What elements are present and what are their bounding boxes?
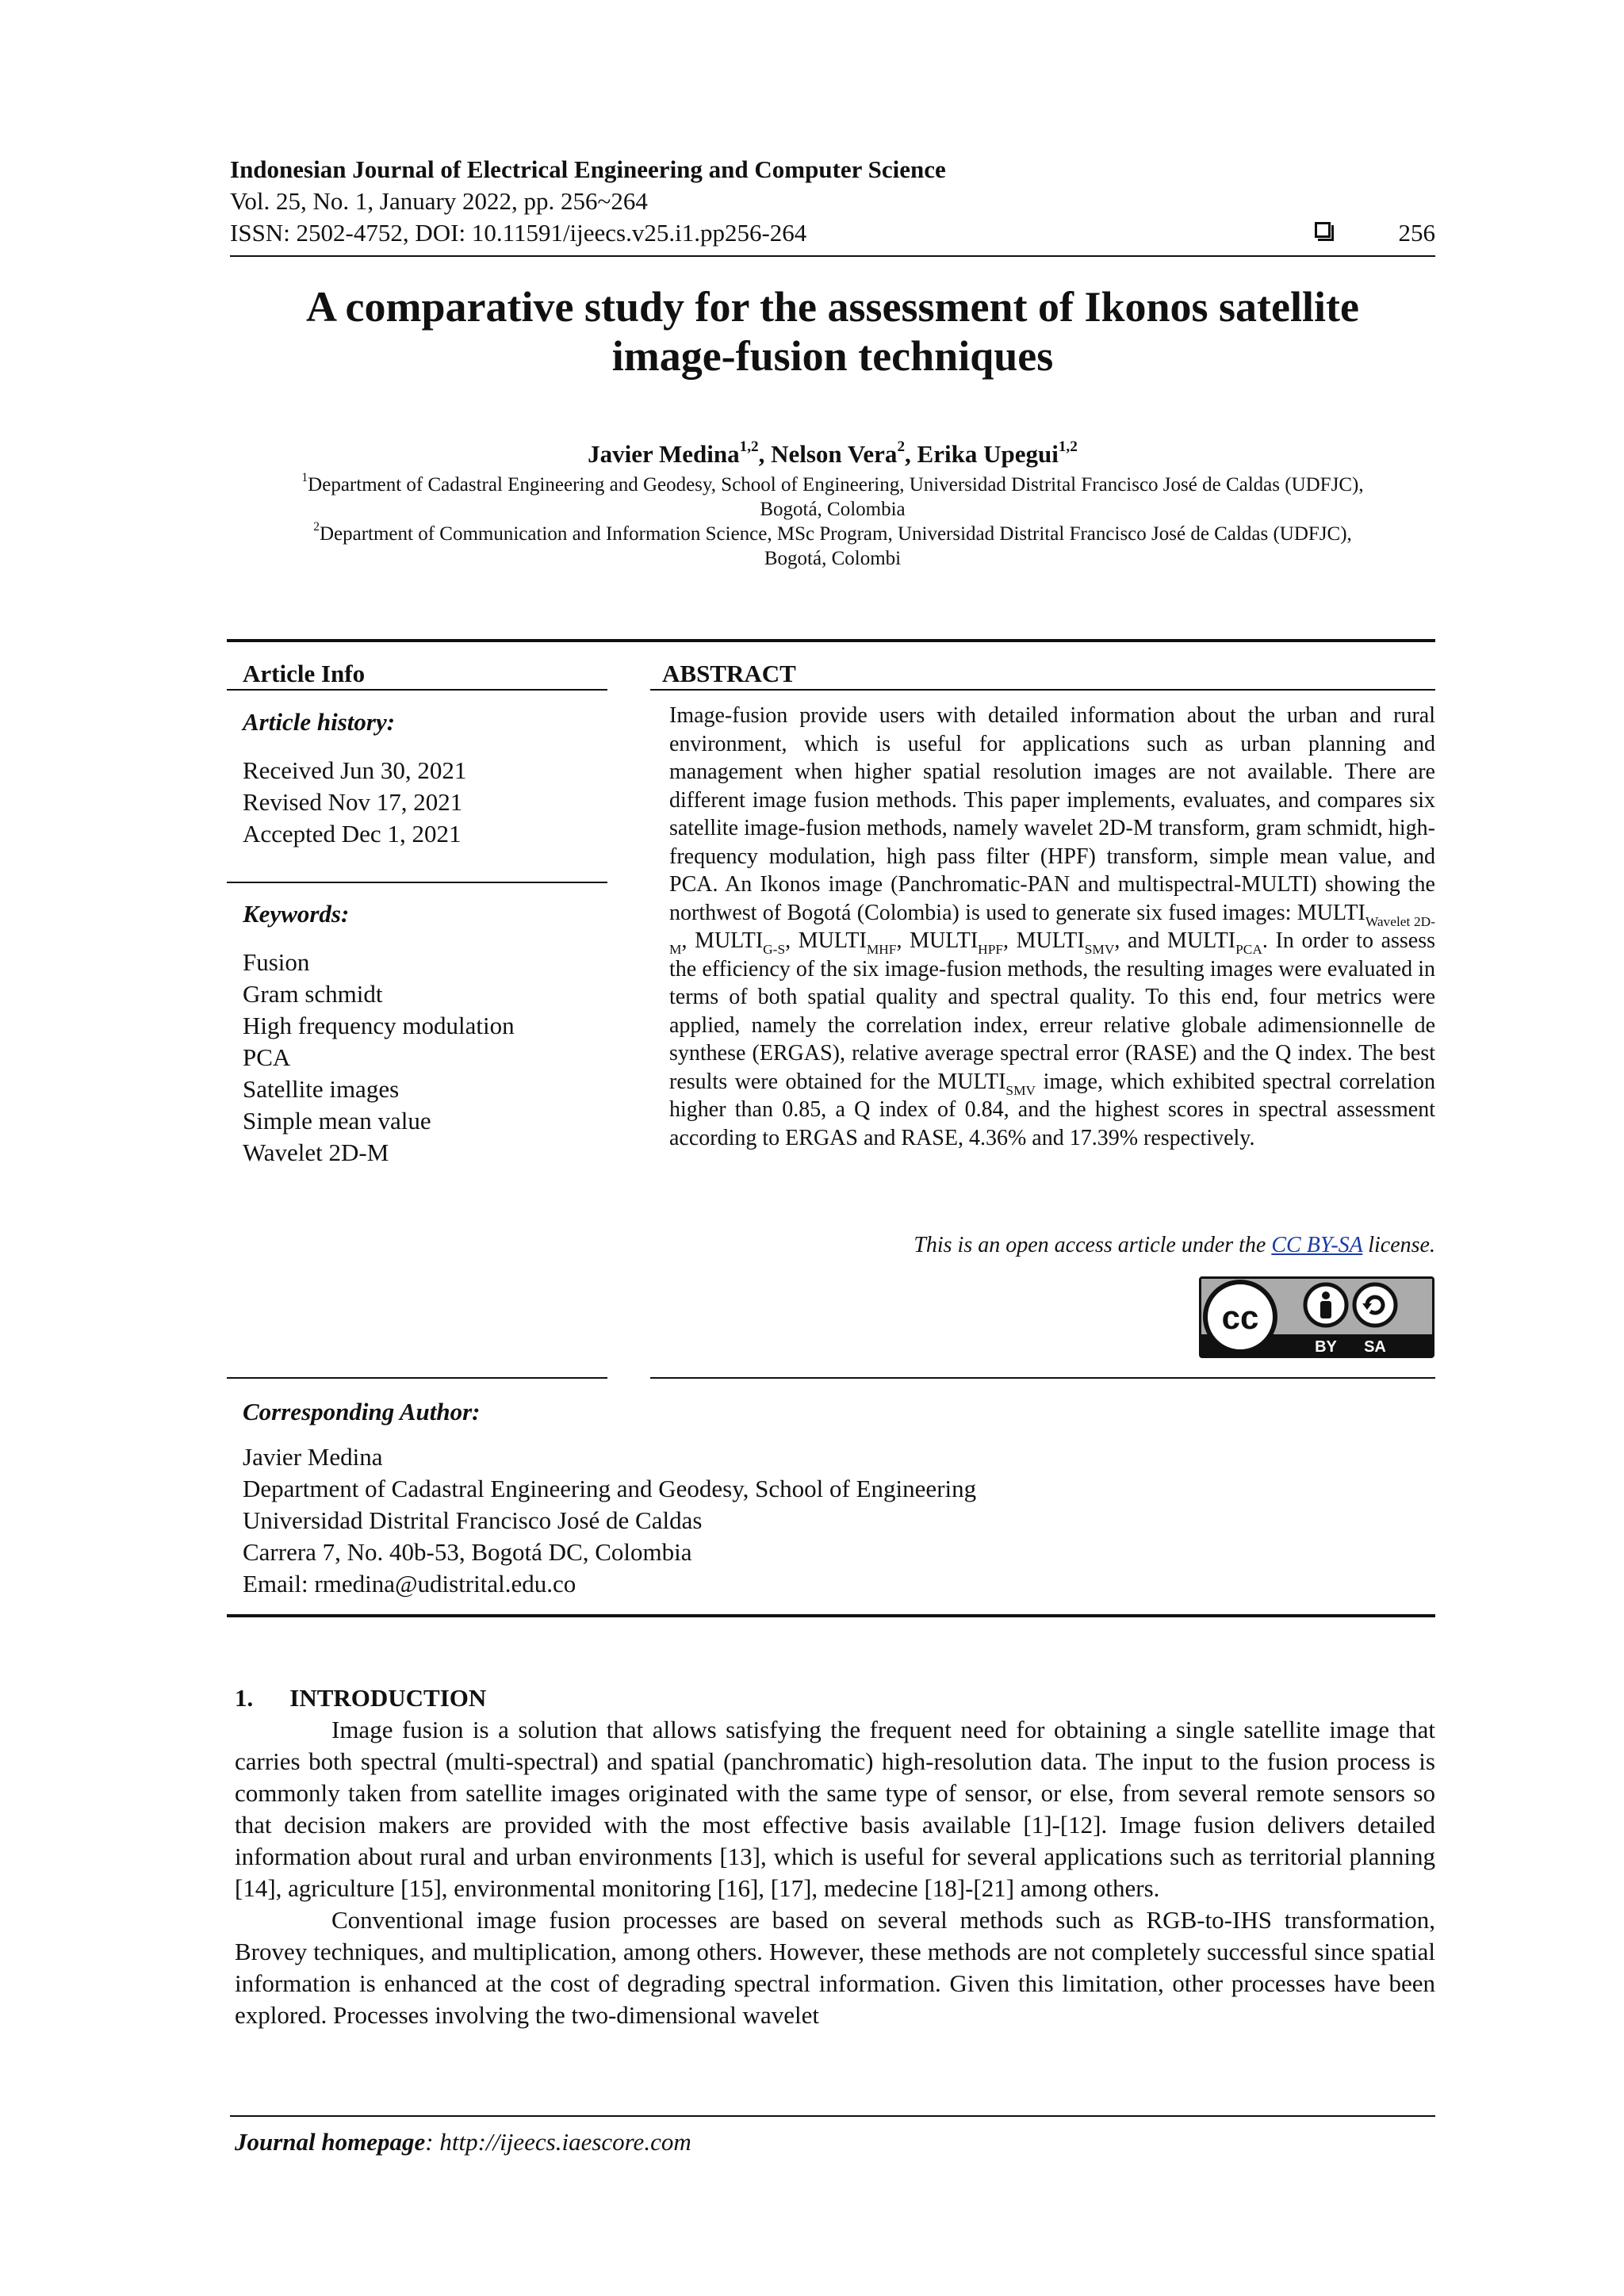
by-label: BY xyxy=(1315,1338,1337,1356)
sa-share-alike-icon xyxy=(1354,1284,1396,1326)
multi-term: MULTI xyxy=(798,928,867,953)
homepage-link[interactable]: http://ijeecs.iaescore.com xyxy=(439,2128,691,2156)
punctuation: , and xyxy=(1114,928,1168,953)
punctuation: , xyxy=(785,928,799,953)
keywords-list xyxy=(243,947,515,1169)
author-affiliation-marker: 1,2 xyxy=(1058,438,1078,455)
by-person-head xyxy=(1322,1292,1330,1299)
info-bottom-rule-left xyxy=(227,1377,607,1379)
punctuation: , xyxy=(896,928,910,953)
affiliation-2 xyxy=(230,522,1435,571)
corresponding-author-details xyxy=(243,1441,976,1600)
abstract-text: . In order to assess the efficiency of the six image-fusion methods, the resulting images were evaluated in terms of both spatial quality and spectral quality. To this end, four metrics were applied, namely the correlation index, erreur relative globale adimensionnelle de synthese (ERGAS), relative average spectral error (RASE) and the Q index. The best results were obtained for the xyxy=(669,928,1436,1094)
issn-doi-line: ISSN: 2502-4752, DOI: 10.11591/ijeecs.v25.i1.pp256-264 xyxy=(230,219,807,247)
header-rule xyxy=(230,255,1435,257)
author-name: Nelson Vera xyxy=(771,440,898,468)
abstract-rule xyxy=(650,689,1435,691)
author-affiliation-marker: 2 xyxy=(897,438,906,455)
title-line-1: A comparative study for the assessment of Ikonos satellite xyxy=(306,283,1359,331)
author-name: Erika Upegui xyxy=(917,440,1059,468)
paragraph: Conventional image fusion processes are based on several methods such as RGB-to-IHS transformation, Brovey techniques, and multiplication, among others. However, these methods are not completely successful since spatial information is enhanced at the cost of degrading spectral information. Given this limitation, other processes have been explored. Processes involving the two-dimensional wavelet xyxy=(235,1906,1435,2029)
open-access-note xyxy=(914,1233,1435,1258)
journal-name: Indonesian Journal of Electrical Engineering and Computer Science xyxy=(230,155,946,183)
punctuation: : xyxy=(425,2128,440,2156)
sa-label: SA xyxy=(1364,1338,1386,1356)
keyword: PCA xyxy=(243,1043,291,1071)
abstract-bottom-rule xyxy=(650,1377,1435,1379)
page-number: 256 xyxy=(1398,219,1435,247)
author-separator: , xyxy=(758,440,772,468)
method-subscript: PCA xyxy=(1235,942,1262,958)
affiliation-city: Bogotá, Colombi xyxy=(764,548,902,569)
section-title: INTRODUCTION xyxy=(289,1684,487,1712)
keyword: Wavelet 2D-M xyxy=(243,1138,389,1166)
history-keywords-rule xyxy=(227,882,607,883)
cc-by-sa-badge[interactable] xyxy=(1199,1276,1434,1358)
article-info-rule xyxy=(227,689,607,691)
abstract-text: Image-fusion provide users with detailed information about the urban and rural environment, which is useful for applications such as urban planning and management when higher spatial resolution images are not available. There are different image fusion methods. This paper implements, evaluates, and compares six satellite image-fusion methods, namely wavelet 2D-M transform, gram schmidt, high-frequency modulation, high pass filter (HPF) transform, simple mean value, and PCA. An Ikonos image (Panchromatic-PAN and multispectral-MULTI) showing the northwest of Bogotá (Colombia) is used to generate six fused images: xyxy=(669,703,1435,925)
multi-term: MULTI xyxy=(937,1069,1006,1094)
abstract-body xyxy=(669,702,1435,1152)
multi-term: MULTI xyxy=(1167,928,1236,953)
author-name: Javier Medina xyxy=(588,440,740,468)
corresponding-author-label: Corresponding Author: xyxy=(243,1398,481,1425)
page-box-icon xyxy=(1315,222,1331,238)
paragraph: Image fusion is a solution that allows satisfying the frequent need for obtaining a single satellite image that carries both spectral (multi-spectral) and spatial (panchromatic) high-resolution data. The input to the fusion process is commonly taken from satellite images originated with the same type of sensor, or else, from several remote sensors so that decision makers are provided with the most effective basis available [1]-[12]. Image fusion delivers detailed information about rural and urban environments [13], which is useful for several applications such as territorial planning [14], agriculture [15], environmental monitoring [16], [17], medecine [18]-[21] among others. xyxy=(235,1716,1435,1902)
journal-homepage xyxy=(235,2128,691,2156)
corresponding-name: Javier Medina xyxy=(243,1443,383,1471)
method-subscript: HPF xyxy=(978,942,1004,958)
keyword: Simple mean value xyxy=(243,1107,431,1135)
method-subscript: SMV xyxy=(1005,1082,1036,1098)
article-history-label: Article history: xyxy=(243,708,396,736)
corresponding-email: Email: rmedina@udistrital.edu.co xyxy=(243,1570,576,1598)
title-line-2: image-fusion techniques xyxy=(611,332,1054,380)
keyword: Fusion xyxy=(243,948,310,976)
open-access-text: license. xyxy=(1362,1233,1435,1257)
corresponding-university: Universidad Distrital Francisco José de Caldas xyxy=(243,1506,703,1534)
affiliation-marker: 2 xyxy=(313,520,320,534)
method-subscript: SMV xyxy=(1084,942,1115,958)
method-subscript: G-S xyxy=(763,942,786,958)
abstract-heading: ABSTRACT xyxy=(662,660,796,687)
punctuation: , xyxy=(1003,928,1017,953)
section-number: 1. xyxy=(235,1684,254,1712)
introduction-body xyxy=(235,1714,1435,2031)
homepage-label: Journal homepage xyxy=(235,2128,426,2156)
cc-badge-graphic xyxy=(1199,1276,1434,1358)
keywords-label: Keywords: xyxy=(243,900,350,928)
section-heading-introduction xyxy=(235,1684,486,1712)
affiliation-text: Department of Communication and Information Science, MSc Program, Universidad Distrital Francisco José de Caldas (UDFJC), xyxy=(319,523,1352,545)
keyword: Satellite images xyxy=(243,1075,400,1103)
punctuation: , xyxy=(681,928,695,953)
article-info-heading: Article Info xyxy=(243,660,366,687)
multi-term: MULTI xyxy=(1297,900,1365,925)
info-block-bottom-rule xyxy=(227,1614,1435,1617)
affiliation-marker: 1 xyxy=(301,471,308,485)
article-history xyxy=(243,755,466,850)
corresponding-address: Carrera 7, No. 40b-53, Bogotá DC, Colombia xyxy=(243,1538,692,1566)
abstract-text: image, which exhibited spectral correlation higher than 0.85, a Q index of 0.84, and the highest scores in spectral assessment according to ERGAS and RASE, 4.36% and 17.39% respectively. xyxy=(669,1069,1435,1150)
volume-line: Vol. 25, No. 1, January 2022, pp. 256~264 xyxy=(230,187,648,215)
keyword: Gram schmidt xyxy=(243,980,383,1008)
corresponding-department: Department of Cadastral Engineering and Geodesy, School of Engineering xyxy=(243,1475,977,1502)
by-person-body xyxy=(1320,1301,1331,1318)
multi-term: MULTI xyxy=(695,928,764,953)
author-list xyxy=(230,440,1435,469)
keyword: High frequency modulation xyxy=(243,1012,515,1039)
author-separator: , xyxy=(905,440,917,468)
badge-label-band xyxy=(1278,1336,1432,1356)
affiliation-text: Department of Cadastral Engineering and Geodesy, School of Engineering, Universidad Distrital Francisco José de Caldas (UDFJC), xyxy=(308,474,1364,496)
affiliation-city: Bogotá, Colombia xyxy=(760,499,906,520)
cc-by-sa-link[interactable]: CC BY-SA xyxy=(1271,1233,1363,1257)
paper-title xyxy=(230,282,1435,381)
received-date: Received Jun 30, 2021 xyxy=(243,756,467,784)
affiliation-1 xyxy=(230,473,1435,522)
method-subscript: MHF xyxy=(866,942,897,958)
cc-glyph: cc xyxy=(1221,1299,1259,1336)
multi-term: MULTI xyxy=(910,928,979,953)
open-access-text: This is an open access article under the xyxy=(914,1233,1272,1257)
multi-term: MULTI xyxy=(1016,928,1085,953)
info-block-top-rule xyxy=(227,639,1435,642)
revised-date: Revised Nov 17, 2021 xyxy=(243,788,463,816)
author-affiliation-marker: 1,2 xyxy=(739,438,759,455)
footer-rule xyxy=(230,2115,1435,2117)
accepted-date: Accepted Dec 1, 2021 xyxy=(243,820,462,848)
method-subscript: Wavelet 2D-M xyxy=(669,913,1435,958)
